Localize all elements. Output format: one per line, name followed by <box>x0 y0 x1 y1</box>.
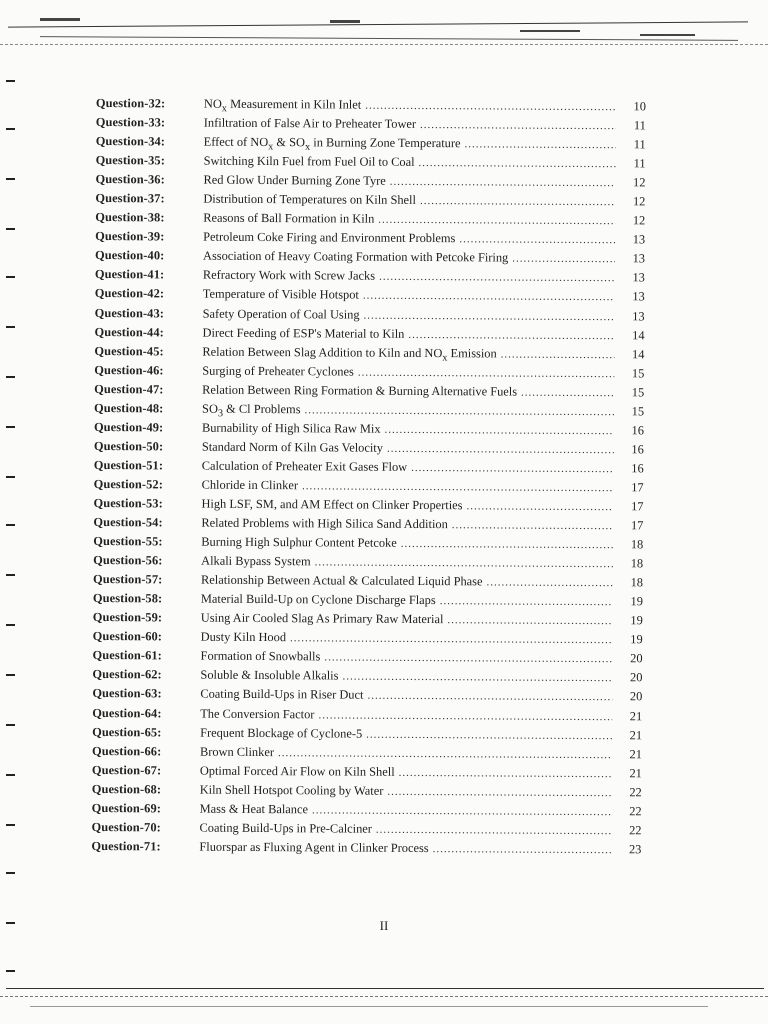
question-number: Question-51: <box>93 457 164 473</box>
page-ref: 14 <box>631 346 645 361</box>
dot-leader <box>521 383 614 403</box>
dot-leader <box>342 668 612 689</box>
question-number: Question-55: <box>93 534 163 549</box>
dot-leader <box>420 116 616 136</box>
question-number: Question-35: <box>95 153 165 168</box>
question-title: Frequent Blockage of Cyclone-5 <box>200 725 363 741</box>
question-title: Related Problems with High Silica Sand Addition <box>201 515 448 532</box>
dot-leader <box>464 135 615 155</box>
question-number: Question-68: <box>91 781 162 797</box>
question-title: Burning High Sulphur Content Petcoke <box>201 534 397 550</box>
margin-mark <box>6 476 15 478</box>
dot-leader <box>401 535 614 555</box>
margin-mark <box>6 774 15 776</box>
question-number: Question-36: <box>95 172 165 187</box>
dot-leader <box>433 840 612 860</box>
question-number: Question-54: <box>93 515 163 530</box>
page-ref: 21 <box>629 708 643 723</box>
dot-leader <box>420 192 615 212</box>
dot-leader <box>390 173 616 193</box>
dot-leader <box>367 687 612 707</box>
margin-mark <box>6 624 15 626</box>
question-title: Kiln Shell Hotspot Cooling by Water <box>199 782 384 798</box>
page-ref: 10 <box>633 99 646 114</box>
question-title: Relation Between Slag Addition to Kiln and $NO_x$ Emission <box>202 344 497 364</box>
margin-mark <box>6 574 15 576</box>
margin-mark <box>6 824 15 826</box>
margin-mark <box>6 128 15 130</box>
dot-leader <box>419 154 616 174</box>
toc-entry <box>91 837 641 859</box>
dot-leader <box>512 250 615 270</box>
question-number: Question-43: <box>94 305 165 320</box>
question-number: Question-56: <box>93 553 163 568</box>
question-title: Safety Operation of Coal Using <box>202 306 360 322</box>
page-ref: 23 <box>628 842 642 857</box>
question-title: Burnability of High Silica Raw Mix <box>201 420 381 436</box>
dot-leader <box>385 421 614 441</box>
margin-mark <box>6 228 15 230</box>
page-ref: 16 <box>631 423 644 438</box>
page-ref: 20 <box>629 689 643 704</box>
page-number: II <box>379 918 389 933</box>
scan-header-noise <box>0 0 768 60</box>
question-title: Mass & Heat Balance <box>199 801 309 817</box>
question-title: Petroleum Coke Firing and Environment Problems <box>203 229 456 246</box>
margin-mark <box>6 276 15 278</box>
question-title: Alkali Bypass System <box>201 553 311 569</box>
question-title: Formation of Snowballs <box>200 649 321 664</box>
question-title: Surging of Preheater Cyclones <box>202 363 354 379</box>
dot-leader <box>486 574 613 594</box>
question-title: Relationship Between Actual & Calculated Liquid Phase <box>200 572 483 589</box>
page-ref: 13 <box>632 289 645 304</box>
question-number: Question-46: <box>94 362 164 378</box>
question-title: Temperature of Visible Hotspot <box>202 287 359 303</box>
page-ref: 19 <box>630 613 643 628</box>
page-ref: 18 <box>630 556 644 571</box>
question-number: Question-48: <box>94 400 164 416</box>
dot-leader <box>452 516 614 536</box>
page-ref: 20 <box>630 670 643 685</box>
question-number: Question-40: <box>94 248 165 263</box>
dot-leader <box>447 611 612 631</box>
page-ref: 19 <box>630 594 643 609</box>
question-number: Question-71: <box>91 838 161 854</box>
page-ref: 18 <box>630 575 644 590</box>
margin-mark <box>6 426 15 428</box>
question-number: Question-49: <box>93 419 164 435</box>
question-number: Question-63: <box>92 686 162 701</box>
dot-leader <box>366 725 612 746</box>
question-title: Chloride in Clinker <box>201 477 299 493</box>
page-ref: 11 <box>633 137 646 152</box>
page-ref: 21 <box>629 746 643 761</box>
page-ref: 21 <box>629 727 643 742</box>
dot-leader <box>363 287 615 308</box>
question-title: Relation Between Ring Formation & Burning Alternative Fuels <box>202 382 518 399</box>
question-title: Fluorspar as Fluxing Agent in Clinker Process <box>199 839 429 855</box>
question-number: Question-38: <box>95 210 165 225</box>
dot-leader <box>501 345 615 365</box>
question-number: Question-45: <box>94 343 164 359</box>
question-number: Question-60: <box>92 629 163 644</box>
question-title: Refractory Work with Screw Jacks <box>202 268 376 284</box>
question-title: Calculation of Preheater Exit Gases Flow <box>201 458 408 474</box>
question-number: Question-67: <box>91 762 162 778</box>
dot-leader <box>399 764 612 784</box>
question-title: Switching Kiln Fuel from Fuel Oil to Coal <box>203 153 415 170</box>
margin-mark <box>6 970 15 972</box>
table-of-contents <box>91 94 646 859</box>
question-title: Red Glow Under Burning Zone Tyre <box>203 172 386 188</box>
page-ref: 12 <box>632 213 646 228</box>
question-number: Question-34: <box>95 134 166 149</box>
margin-mark <box>6 724 15 726</box>
page-ref: 15 <box>631 384 645 400</box>
page-ref: 13 <box>632 270 645 285</box>
question-number: Question-52: <box>93 476 164 492</box>
question-number: Question-50: <box>93 438 164 454</box>
question-number: Question-69: <box>91 800 162 816</box>
page-ref: 13 <box>632 251 646 266</box>
question-title: Dusty Kiln Hood <box>200 629 287 645</box>
question-title: Distribution of Temperatures on Kiln Shell <box>203 191 417 208</box>
question-title: The Conversion Factor <box>200 706 315 721</box>
question-title: Material Build-Up on Cyclone Discharge Flaps <box>200 591 436 608</box>
page-ref: 12 <box>632 194 646 209</box>
dot-leader <box>324 649 612 670</box>
margin-mark <box>6 872 15 874</box>
question-title: Optimal Forced Air Flow on Kiln Shell <box>199 763 395 779</box>
question-title: Association of Heavy Coating Formation with Petcoke Firing <box>202 249 509 265</box>
question-number: Question-53: <box>93 495 163 511</box>
question-title: $NO_x$ Measurement in Kiln Inlet <box>203 96 362 115</box>
question-title: High LSF, SM, and AM Effect on Clinker Properties <box>201 496 463 513</box>
dot-leader <box>411 459 614 479</box>
margin-mark <box>6 524 15 526</box>
question-title: Direct Feeding of ESP's Material to Kiln <box>202 325 405 341</box>
question-number: Question-65: <box>92 724 162 739</box>
question-title: Brown Clinker <box>199 744 275 759</box>
page-ref: 22 <box>629 823 642 838</box>
question-number: Question-66: <box>91 743 162 759</box>
dot-leader <box>440 592 613 612</box>
question-number: Question-70: <box>91 819 161 835</box>
question-title: Effect of $NO_x$ & $SO_x$ in Burning Zone Temperature <box>203 134 461 153</box>
dot-leader <box>290 630 613 651</box>
page-ref: 17 <box>630 518 644 533</box>
page-ref: 11 <box>633 118 646 133</box>
dot-leader <box>408 325 614 345</box>
question-number: Question-61: <box>92 648 162 663</box>
question-number: Question-58: <box>92 591 163 606</box>
question-title: Standard Norm of Kiln Gas Velocity <box>201 439 384 455</box>
question-number: Question-41: <box>94 267 165 282</box>
dot-leader <box>459 231 615 251</box>
question-number: Question-42: <box>94 286 165 301</box>
dot-leader <box>379 268 615 288</box>
dot-leader <box>466 497 613 517</box>
question-number: Question-44: <box>94 324 164 339</box>
question-title: Using Air Cooled Slag As Primary Raw Material <box>200 610 444 627</box>
question-number: Question-39: <box>95 229 165 244</box>
page-ref: 17 <box>631 499 644 514</box>
page-ref: 13 <box>632 232 646 247</box>
question-title: Reasons of Ball Formation in Kiln <box>203 210 375 226</box>
question-number: Question-47: <box>94 381 164 397</box>
margin-mark <box>6 674 15 676</box>
question-title: Coating Build-Ups in Pre-Calciner <box>199 820 372 836</box>
page-ref: 21 <box>629 765 642 780</box>
question-number: Question-59: <box>92 610 163 625</box>
page-ref: 11 <box>633 156 646 171</box>
page-ref: 16 <box>631 442 644 457</box>
scan-footer-noise <box>0 984 768 1024</box>
page-ref: 15 <box>631 404 645 419</box>
page-ref: 16 <box>631 461 644 476</box>
question-title: Soluble & Insoluble Alkalis <box>200 668 339 683</box>
question-number: Question-37: <box>95 191 165 206</box>
margin-mark <box>6 376 15 378</box>
question-number: Question-57: <box>92 572 163 587</box>
margin-mark <box>6 326 15 328</box>
page-ref: 13 <box>632 308 645 323</box>
page-ref: 12 <box>633 175 646 190</box>
margin-mark <box>6 80 15 82</box>
dot-leader <box>387 782 612 802</box>
page-ref: 14 <box>632 327 645 342</box>
dot-leader <box>387 440 614 460</box>
page-ref: 22 <box>629 784 642 800</box>
question-number: Question-64: <box>92 705 162 720</box>
page-ref: 20 <box>630 651 643 666</box>
question-number: Question-32: <box>95 95 166 111</box>
page-ref: 17 <box>631 480 644 495</box>
question-title: $SO_3$ & Cl Problems <box>202 401 301 420</box>
page-ref: 19 <box>630 632 643 647</box>
question-number: Question-33: <box>95 115 166 130</box>
question-number: Question-62: <box>92 667 162 682</box>
margin-mark <box>6 178 15 180</box>
page-ref: 15 <box>631 365 645 381</box>
page-ref: 22 <box>629 804 642 819</box>
page-ref: 18 <box>630 537 644 552</box>
question-title: Coating Build-Ups in Riser Duct <box>200 687 364 703</box>
question-title: Infiltration of False Air to Preheater Tower <box>203 115 417 132</box>
